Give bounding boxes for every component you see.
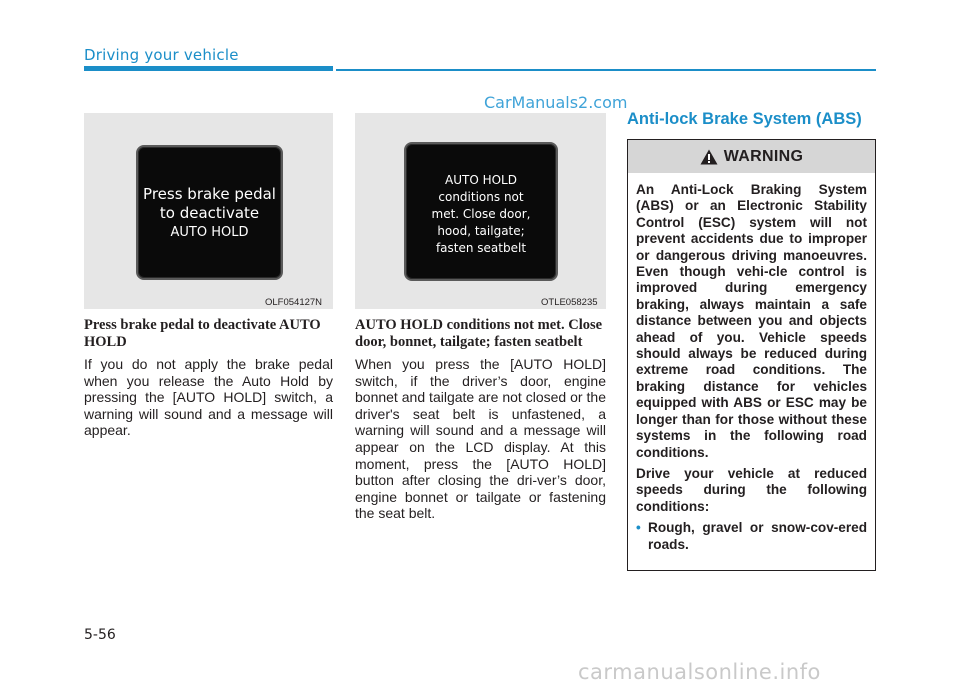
watermark-top[interactable]: CarManuals2.com [484, 93, 628, 112]
watermark-bottom[interactable]: carmanualsonline.info [578, 660, 821, 684]
warning-paragraph: An Anti-Lock Braking System (ABS) or an Electronic Stability Control (ESC) system will not prevent accidents due to improper or dangerous driving manoeuvres. Even though vehi-cle control is improved during emergency braking, always maintain a safe distance between you and objects ahead of you. Vehicle speeds should always be reduced during extreme road conditions. The braking distance for vehicles equipped with ABS or ESC may be longer than for those without these systems in the following road conditions. [636, 182, 867, 460]
lcd-line: AUTO HOLD [170, 225, 249, 240]
figure-brake-pedal-message [84, 113, 333, 309]
figure-code: OTLE058235 [541, 297, 598, 308]
warning-body [628, 173, 875, 553]
lcd-display [404, 142, 558, 281]
column-1 [84, 317, 333, 439]
section-title: Driving your vehicle [84, 46, 239, 64]
lcd-message [138, 185, 281, 242]
column-2 [355, 317, 606, 522]
lcd-line: fasten seatbelt [435, 241, 527, 255]
lcd-line: to deactivate [159, 204, 260, 222]
bullet-dot-icon: • [636, 520, 641, 536]
body-text: When you press the [AUTO HOLD] switch, if the driver’s door, engine bonnet and tailgate are not closed or the driver's seat belt is unfastened, a warning will sound and a message will appear on the LCD display. At this moment, press the [AUTO HOLD] button after closing the dri-ver’s door, engine bonnet or tailgate or fastening the seat belt. [355, 356, 606, 522]
lcd-message [406, 172, 556, 257]
lcd-display [136, 145, 283, 280]
body-text: If you do not apply the brake pedal when you release the Auto Hold by pressing the [AUTO HOLD] switch, a warning will sound and a message will appear. [84, 356, 333, 439]
lcd-line: conditions not [438, 190, 524, 204]
warning-triangle-icon [700, 149, 718, 165]
lcd-line: hood, tailgate; [437, 224, 525, 238]
subheading: Press brake pedal to deactivate AUTO HOLD [84, 317, 321, 350]
warning-header [628, 140, 875, 173]
header-rule-thin [336, 69, 876, 71]
warning-bullet [636, 520, 867, 553]
warning-paragraph: Drive your vehicle at reduced speeds during the following conditions: [636, 465, 867, 514]
lcd-line: met. Close door, [431, 207, 531, 221]
page-number: 5-56 [84, 627, 116, 643]
warning-label: WARNING [723, 147, 804, 165]
header-rule-thick [84, 66, 333, 71]
lcd-line: Press brake pedal [143, 185, 276, 203]
figure-code: OLF054127N [265, 297, 323, 308]
figure-conditions-not-met-message [355, 113, 606, 309]
bullet-text: Rough, gravel or snow-cov-ered roads. [648, 520, 867, 552]
abs-section-title: Anti-lock Brake System (ABS) [627, 110, 862, 128]
warning-box [627, 139, 876, 571]
lcd-line: AUTO HOLD [445, 173, 517, 187]
subheading: AUTO HOLD conditions not met. Close door, bonnet, tailgate; fasten seatbelt [355, 317, 603, 350]
